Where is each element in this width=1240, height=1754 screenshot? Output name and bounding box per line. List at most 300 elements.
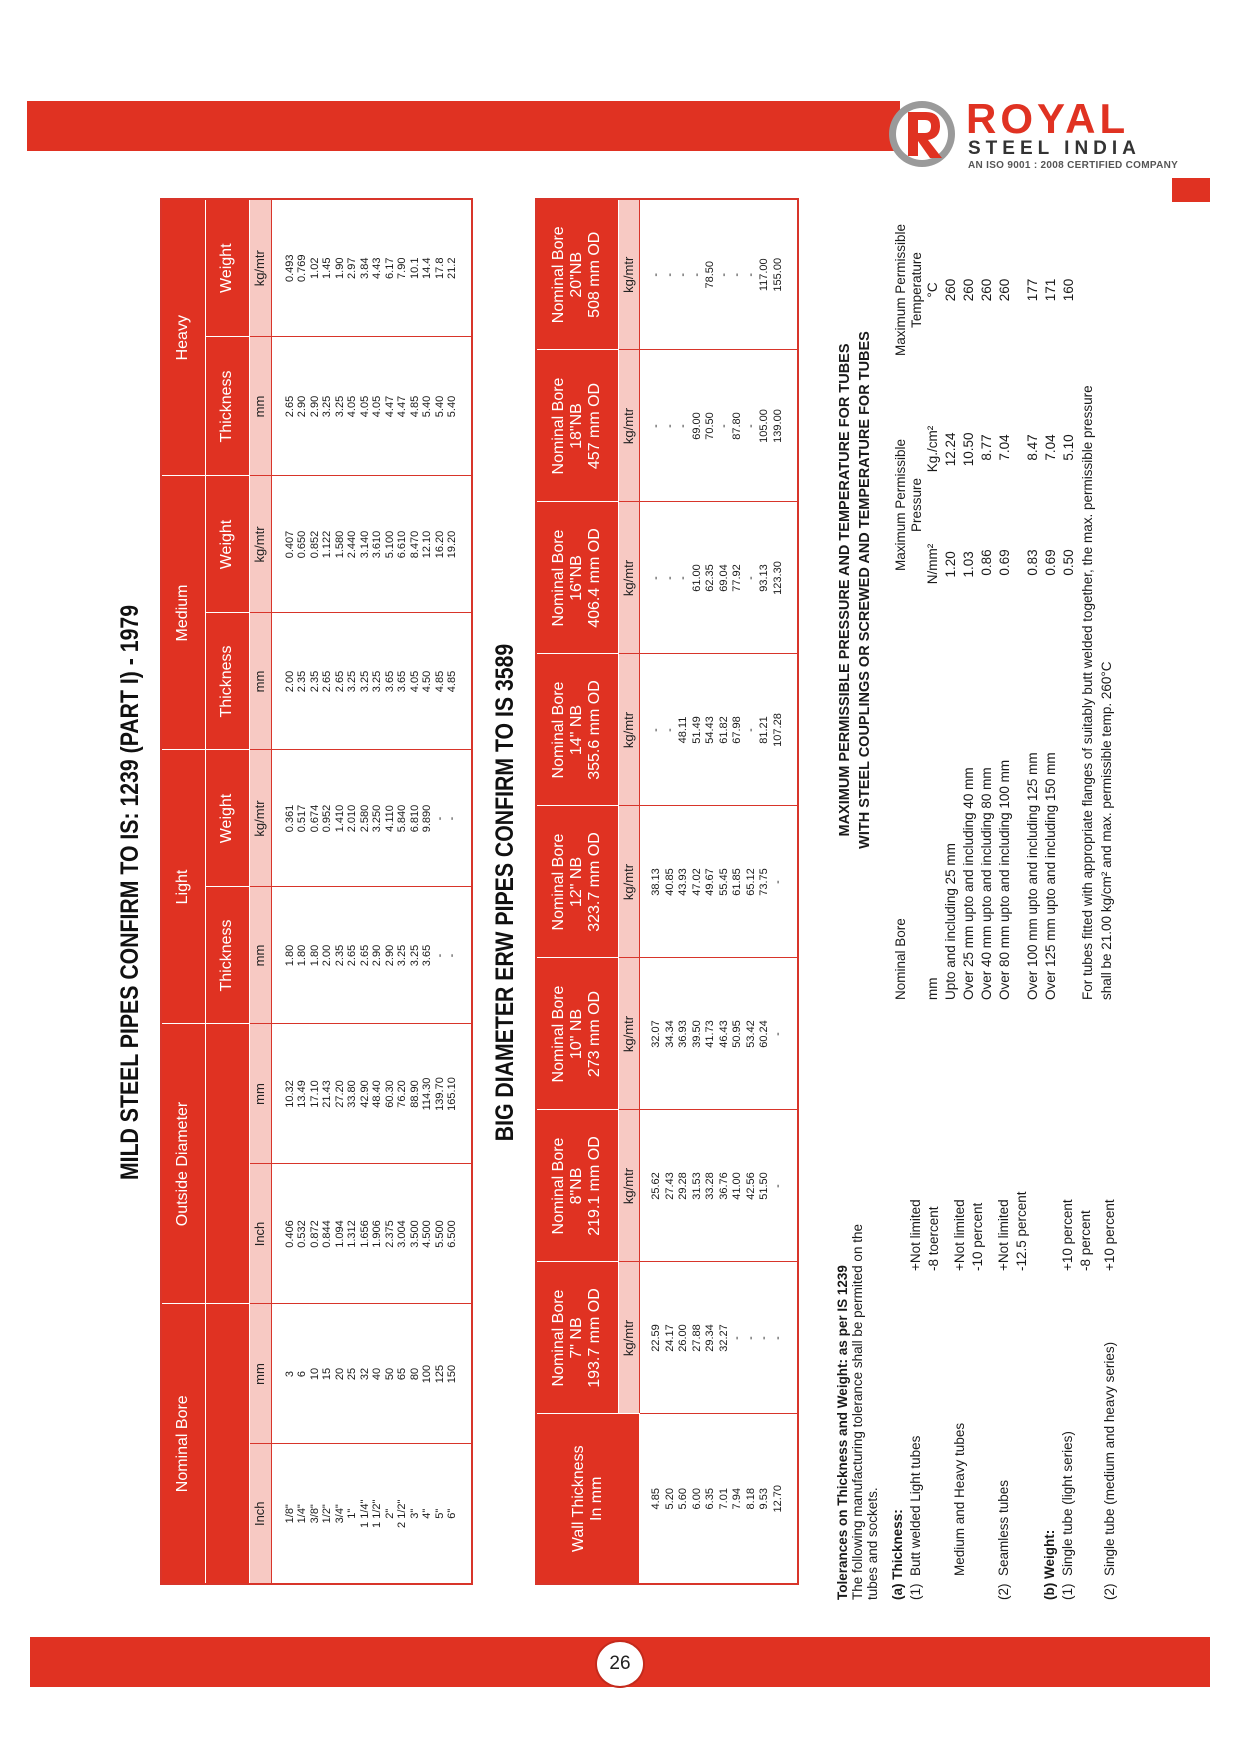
table-cell: 7.94	[731, 1488, 744, 1510]
table-cell: 2.00	[321, 944, 333, 967]
table-cell: 2.65	[333, 670, 346, 693]
data-column	[271, 199, 472, 337]
table-cell: 16.20	[433, 530, 446, 559]
data-column	[271, 887, 472, 1024]
unit-header: kg/mtr	[249, 476, 271, 613]
unit-header: Inch	[249, 1444, 271, 1584]
unit-header: kg/mtr	[618, 1262, 640, 1414]
subheader: Thickness	[205, 337, 249, 476]
table-cell: 2"	[383, 1508, 396, 1519]
table-cell: 3.65	[421, 944, 433, 967]
table-cell: 1.312	[346, 1220, 358, 1248]
data-column	[271, 476, 472, 613]
header-line: 14" NB	[568, 704, 586, 756]
tol-num: (1)	[907, 1583, 923, 1600]
table-cell: 29.34	[704, 1324, 717, 1352]
unit-header: kg/mtr	[249, 199, 271, 337]
temperature: 160	[1060, 278, 1076, 302]
max-pressure-block	[835, 180, 1125, 1000]
table-cell: 3.25	[408, 944, 421, 967]
unit-header: kg/mtr	[618, 502, 640, 654]
table-cell: 1"	[346, 1508, 358, 1519]
header-line: Nominal Bore	[549, 681, 567, 779]
header-line: 12" NB	[568, 856, 586, 908]
data-column	[640, 806, 799, 958]
pressure-values	[943, 390, 958, 620]
nominal-bore-header	[536, 1110, 618, 1262]
pressure-nmm2: 0.86	[978, 549, 994, 576]
table-cell: -	[771, 880, 784, 884]
table-cell: 139.70	[433, 1077, 446, 1111]
table-cell: 27.88	[690, 1324, 703, 1352]
table-cell: 125	[433, 1364, 446, 1384]
table-cell: 55.45	[717, 868, 730, 896]
table-cell: 1.122	[321, 530, 333, 559]
max-pressure-title-2: WITH STEEL COUPLINGS OR SCREWED AND TEMPERATURE FOR TUBES	[857, 331, 873, 849]
table-cell: 3.004	[396, 1220, 408, 1248]
pressure-row	[977, 180, 995, 1000]
table-cell: 73.75	[758, 868, 771, 896]
table-cell: 107.28	[771, 713, 784, 747]
table-cell: 22.59	[650, 1324, 663, 1352]
table-cell: 33.80	[346, 1080, 358, 1108]
table-cell: 19.20	[446, 530, 458, 559]
table-cell: 0.406	[283, 1220, 296, 1248]
table-cell: 4.05	[371, 395, 383, 418]
table-cell: 9.53	[758, 1488, 771, 1510]
table-cell: 5.40	[433, 395, 446, 418]
table-cell: -	[663, 272, 676, 277]
table-cell: 4.43	[371, 257, 383, 279]
table-cell: 47.02	[690, 868, 703, 896]
table-cell: 21.2	[446, 257, 458, 279]
erw-title: BIG DIAMETER ERW PIPES CONFIRM TO IS 3589	[490, 643, 519, 1142]
pressure-kgcm2: 12.24	[942, 432, 958, 467]
table-cell: 2.375	[383, 1220, 396, 1248]
table-cell: 6	[296, 1370, 308, 1378]
table-cell: -	[744, 576, 757, 580]
table-cell: 93.13	[758, 564, 771, 592]
pressure-row	[1041, 180, 1059, 1000]
table-cell: 67.98	[731, 716, 744, 744]
table-cell: 3.25	[396, 944, 408, 967]
tol-value: +Not limited	[951, 1199, 967, 1271]
table-cell: 87.80	[731, 412, 744, 440]
header-line: 219.1 mm OD	[586, 1136, 604, 1236]
table-cell: 105.00	[758, 409, 771, 443]
table-cell: 48.11	[677, 716, 690, 744]
table-cell: 17.10	[308, 1080, 321, 1108]
table-cell: 53.42	[744, 1020, 757, 1048]
table-cell: -	[663, 576, 676, 580]
header-line: 18"NB	[568, 403, 586, 449]
max-pressure-note-1: For tubes fitted with appropriate flanges of suitably butt welded together, the max. permissible pressure	[1080, 385, 1095, 1000]
tol-value: -8 percent	[1077, 1210, 1093, 1271]
table-cell: 33.28	[704, 1172, 717, 1200]
table-cell: 15	[321, 1367, 333, 1381]
pressure-values	[997, 390, 1012, 620]
col-header-bore	[893, 620, 941, 1000]
tol-row	[950, 1080, 968, 1600]
max-pressure-title-1: MAXIMUM PERMISSIBLE PRESSURE AND TEMPERATURE FOR TUBES	[837, 343, 853, 837]
table-cell: -	[650, 576, 663, 580]
table-cell: 1.906	[371, 1220, 383, 1248]
table-cell: 70.50	[704, 412, 717, 440]
table-cell: 88.90	[408, 1080, 421, 1108]
erw-section	[475, 200, 815, 1585]
header-line: 457 mm OD	[586, 382, 604, 470]
table-cell: 139.00	[771, 409, 784, 443]
table-cell: 0.532	[296, 1220, 308, 1248]
table-cell: -	[744, 272, 757, 277]
pressure-nmm2: 0.69	[1042, 549, 1058, 576]
pressure-values	[979, 390, 994, 620]
table-cell: 60.30	[383, 1080, 396, 1108]
table-cell: -	[446, 953, 458, 958]
group-header: Light	[161, 750, 205, 1024]
tolerances-title: Tolerances on Thickness and Weight: as per IS 1239	[835, 1265, 850, 1600]
table-cell: 4.47	[396, 395, 408, 418]
tol-value: +10 percent	[1059, 1199, 1075, 1271]
group-header: Nominal Bore	[161, 1304, 205, 1584]
table-cell: 32	[358, 1367, 371, 1381]
table-cell: 3.25	[346, 670, 358, 693]
table-cell: 24.17	[663, 1324, 676, 1352]
table-cell: 2.97	[346, 257, 358, 279]
tol-value: -10 percent	[969, 1202, 985, 1271]
nominal-bore-header	[536, 654, 618, 806]
unit-header: mm	[249, 1304, 271, 1444]
table-cell: 13.49	[296, 1080, 308, 1108]
table-cell: 25	[346, 1367, 358, 1381]
pressure-kgcm2: 7.04	[1042, 434, 1058, 461]
mild-steel-section	[100, 200, 458, 1585]
table-cell: -	[446, 816, 458, 821]
table-cell: 69.04	[717, 564, 730, 592]
table-cell: 3/8"	[308, 1504, 321, 1524]
table-cell: 2.00	[283, 670, 296, 693]
data-column	[271, 613, 472, 750]
table-cell: 65.12	[744, 868, 757, 896]
brand-subtitle: STEEL INDIA	[968, 138, 1141, 159]
col-header-line: Maximum Permissible	[893, 223, 908, 357]
table-cell: 40	[371, 1367, 383, 1381]
thickness-label: (a) Thickness:	[889, 1509, 905, 1600]
table-cell: 0.650	[296, 530, 308, 559]
unit-header: kg/mtr	[618, 350, 640, 502]
tol-row	[1012, 1080, 1030, 1600]
table-cell: 6.500	[446, 1220, 458, 1248]
table-cell: -	[744, 424, 757, 428]
tol-num: (1)	[1059, 1583, 1075, 1600]
table-cell: 6.610	[396, 530, 408, 559]
table-cell: 49.67	[704, 868, 717, 896]
table-cell: -	[731, 1336, 744, 1340]
table-cell: 65	[396, 1367, 408, 1381]
table-cell: 50	[383, 1367, 396, 1381]
table-cell: -	[731, 272, 744, 277]
table-cell: 1.656	[358, 1220, 371, 1248]
table-cell: 1/8"	[283, 1504, 296, 1524]
pressure-nmm2: 0.50	[1060, 549, 1076, 576]
table-cell: 0.872	[308, 1220, 321, 1248]
nominal-bore-header	[536, 502, 618, 654]
header-line: 355.6 mm OD	[586, 680, 604, 780]
pressure-kgcm2: 5.10	[1060, 434, 1076, 461]
table-cell: 2.010	[346, 804, 358, 833]
table-cell: 3.610	[371, 530, 383, 559]
data-column	[271, 337, 472, 476]
data-column	[271, 1444, 472, 1584]
tol-num: (2)	[1101, 1583, 1117, 1600]
table-cell: 1.45	[321, 257, 333, 279]
header-line: Nominal Bore	[549, 833, 567, 931]
mild-steel-table	[160, 198, 473, 1585]
table-cell: 10.32	[283, 1080, 296, 1108]
table-cell: 6.17	[383, 257, 396, 279]
weight-label: (b) Weight:	[1041, 1529, 1057, 1600]
header-line: Nominal Bore	[549, 377, 567, 475]
pressure-values	[1061, 390, 1076, 620]
tol-value: +10 percent	[1101, 1199, 1117, 1271]
data-column	[640, 502, 799, 654]
table-cell: 7.90	[396, 257, 408, 279]
top-red-band	[27, 101, 900, 151]
table-cell: 61.85	[731, 868, 744, 896]
bore-range: Upto and including 25 mm	[942, 843, 958, 1000]
header-line: Nominal Bore	[549, 1137, 567, 1235]
temperature: 260	[978, 278, 994, 302]
table-cell: 2.440	[346, 530, 358, 559]
table-cell: 4.110	[383, 805, 396, 832]
table-cell: 0.361	[283, 804, 296, 833]
pressure-row	[995, 180, 1013, 1000]
col-header-line: °C	[925, 282, 940, 298]
data-column	[640, 1110, 799, 1262]
table-cell: 8.18	[744, 1488, 757, 1510]
bore-range: Over 100 mm upto and including 125 mm	[1024, 752, 1040, 1000]
table-cell: 21.43	[321, 1080, 333, 1108]
table-cell: 61.00	[690, 564, 703, 592]
table-cell: 41.00	[731, 1172, 744, 1200]
nominal-bore-header	[536, 199, 618, 350]
group-header: Heavy	[161, 199, 205, 476]
group-header: Outside Diameter	[161, 1024, 205, 1304]
table-cell: 0.952	[321, 804, 333, 833]
table-cell: -	[650, 272, 663, 277]
table-cell: 12.10	[421, 530, 433, 559]
table-cell: 2.65	[321, 670, 333, 693]
table-cell: 40.85	[663, 868, 676, 896]
tol-row	[1076, 1080, 1094, 1600]
table-cell: 1.02	[308, 257, 321, 279]
table-cell: 46.43	[717, 1020, 730, 1048]
table-cell: 5.40	[421, 395, 433, 418]
table-cell: -	[677, 424, 690, 428]
col-header-unit: Kg./cm²	[925, 425, 940, 473]
group-header: Medium	[161, 476, 205, 750]
table-cell: 2.90	[371, 944, 383, 967]
nominal-bore-header	[536, 350, 618, 502]
table-cell: 36.93	[677, 1020, 690, 1048]
table-cell: 17.8	[433, 257, 446, 279]
header-line: 323.7 mm OD	[586, 832, 604, 932]
temperature: 177	[1024, 278, 1040, 302]
tol-row	[906, 1080, 924, 1600]
table-cell: 3	[283, 1370, 296, 1378]
table-cell: 61.82	[717, 716, 730, 744]
table-cell: -	[433, 816, 446, 821]
col-header-line: Temperature	[909, 252, 924, 328]
temperature: 260	[942, 278, 958, 302]
unit-header: kg/mtr	[618, 806, 640, 958]
company-logo	[886, 95, 1216, 178]
table-cell: -	[717, 424, 730, 428]
wall-thickness-header	[536, 1414, 640, 1584]
table-cell: 4.05	[408, 670, 421, 693]
table-cell: 69.00	[690, 412, 703, 440]
table-cell: -	[663, 424, 676, 428]
table-cell: -	[650, 424, 663, 428]
tol-label: Butt welded Light tubes	[907, 1435, 923, 1576]
unit-header: mm	[249, 613, 271, 750]
header-line: In mm	[588, 1476, 606, 1521]
table-cell: 0.407	[283, 530, 296, 559]
tolerances-block	[835, 1080, 1125, 1600]
table-cell: 39.50	[690, 1020, 703, 1048]
subheader: Weight	[205, 750, 249, 887]
header-line: Nominal Bore	[549, 529, 567, 627]
empty-subheader	[205, 1024, 249, 1304]
table-cell: 0.517	[296, 804, 308, 833]
table-cell: 2.35	[308, 670, 321, 693]
table-cell: 2.65	[346, 944, 358, 967]
table-cell: 26.00	[677, 1324, 690, 1352]
data-column	[271, 1304, 472, 1444]
unit-header: kg/mtr	[618, 1110, 640, 1262]
table-cell: 42.90	[358, 1080, 371, 1108]
table-cell: 5.40	[446, 395, 458, 418]
table-cell: 0.769	[296, 254, 308, 282]
col-header-unit: N/mm²	[925, 543, 940, 585]
table-cell: 31.53	[690, 1172, 703, 1200]
max-pressure-note-2: shall be 21.00 kg/cm² and max. permissible temp. 260°C	[1099, 661, 1114, 1000]
unit-header: Inch	[249, 1164, 271, 1304]
table-cell: 3.84	[358, 257, 371, 279]
data-column	[271, 1164, 472, 1304]
table-cell: 2 1/2"	[396, 1499, 408, 1528]
table-cell: 3.25	[321, 395, 333, 418]
tol-label: Medium and Heavy tubes	[951, 1422, 967, 1576]
table-cell: -	[771, 1032, 784, 1036]
nominal-bore-header	[536, 1262, 618, 1414]
header-line: Nominal Bore	[549, 1289, 567, 1387]
table-cell: 3.140	[358, 530, 371, 559]
tol-value: -12.5 percent	[1013, 1191, 1029, 1271]
table-cell: 50.95	[731, 1020, 744, 1048]
table-cell: 1.80	[283, 944, 296, 967]
max-pressure-header	[893, 180, 941, 1000]
data-column	[640, 199, 799, 350]
table-cell: 32.27	[717, 1324, 730, 1352]
table-cell: 3.65	[396, 670, 408, 693]
table-cell: 5.20	[663, 1488, 676, 1510]
table-cell: 2.580	[358, 804, 371, 833]
table-cell: 3.25	[333, 395, 346, 418]
table-cell: -	[744, 728, 757, 732]
pressure-kgcm2: 8.77	[978, 434, 994, 461]
temperature: 260	[996, 278, 1012, 302]
header-line: 8"NB	[568, 1167, 586, 1205]
pressure-kgcm2: 8.47	[1024, 434, 1040, 461]
table-cell: 6.00	[690, 1488, 703, 1510]
max-pressure-rows	[941, 180, 1077, 1000]
unit-header: mm	[249, 1024, 271, 1164]
table-cell: 2.35	[333, 944, 346, 967]
table-cell: 6.810	[408, 804, 421, 833]
table-cell: -	[650, 728, 663, 732]
table-cell: 4"	[421, 1508, 433, 1519]
pressure-row	[1059, 180, 1077, 1000]
data-column	[640, 350, 799, 502]
accent-square	[1172, 178, 1210, 202]
table-cell: 43.93	[677, 868, 690, 896]
pressure-nmm2: 0.69	[996, 549, 1012, 576]
pressure-row	[1023, 180, 1041, 1000]
table-cell: 36.76	[717, 1172, 730, 1200]
temperature: 260	[960, 278, 976, 302]
brand-name: ROYAL	[966, 95, 1130, 142]
table-cell: 3.25	[358, 670, 371, 693]
tol-row	[994, 1080, 1012, 1600]
header-line: 193.7 mm OD	[586, 1288, 604, 1388]
table-cell: -	[677, 272, 690, 277]
pressure-values	[1043, 390, 1058, 620]
unit-header: mm	[249, 337, 271, 476]
table-cell: 10	[308, 1367, 321, 1381]
col-header-line: Pressure	[909, 477, 924, 533]
tol-row	[968, 1080, 986, 1600]
data-column	[640, 654, 799, 806]
data-column	[271, 1024, 472, 1164]
bore-range: Over 125 mm upto and including 150 mm	[1042, 752, 1058, 1000]
table-cell: 0.493	[283, 254, 296, 282]
table-cell: -	[744, 1336, 757, 1340]
table-cell: 0.844	[321, 1220, 333, 1248]
table-cell: 10.1	[408, 257, 421, 279]
table-cell: 4.85	[408, 395, 421, 418]
page-number: 26	[595, 1640, 645, 1688]
temperature: 171	[1042, 278, 1058, 302]
data-column	[271, 750, 472, 887]
table-cell: 1/4"	[296, 1504, 308, 1524]
col-header-temperature	[893, 190, 941, 390]
header-line: 16"NB	[568, 555, 586, 601]
tol-row	[1058, 1080, 1076, 1600]
table-cell: 2.35	[296, 670, 308, 693]
table-cell: 4.05	[346, 395, 358, 418]
table-cell: 3.500	[408, 1220, 421, 1248]
table-cell: 9.890	[421, 804, 433, 833]
table-cell: 76.20	[396, 1080, 408, 1108]
header-line: 20"NB	[568, 251, 586, 298]
table-cell: 51.50	[758, 1172, 771, 1200]
table-cell: 3"	[408, 1508, 421, 1519]
table-cell: 2.65	[358, 944, 371, 967]
table-cell: 5.60	[677, 1488, 690, 1510]
table-cell: 54.43	[704, 716, 717, 744]
pressure-row	[941, 180, 959, 1000]
